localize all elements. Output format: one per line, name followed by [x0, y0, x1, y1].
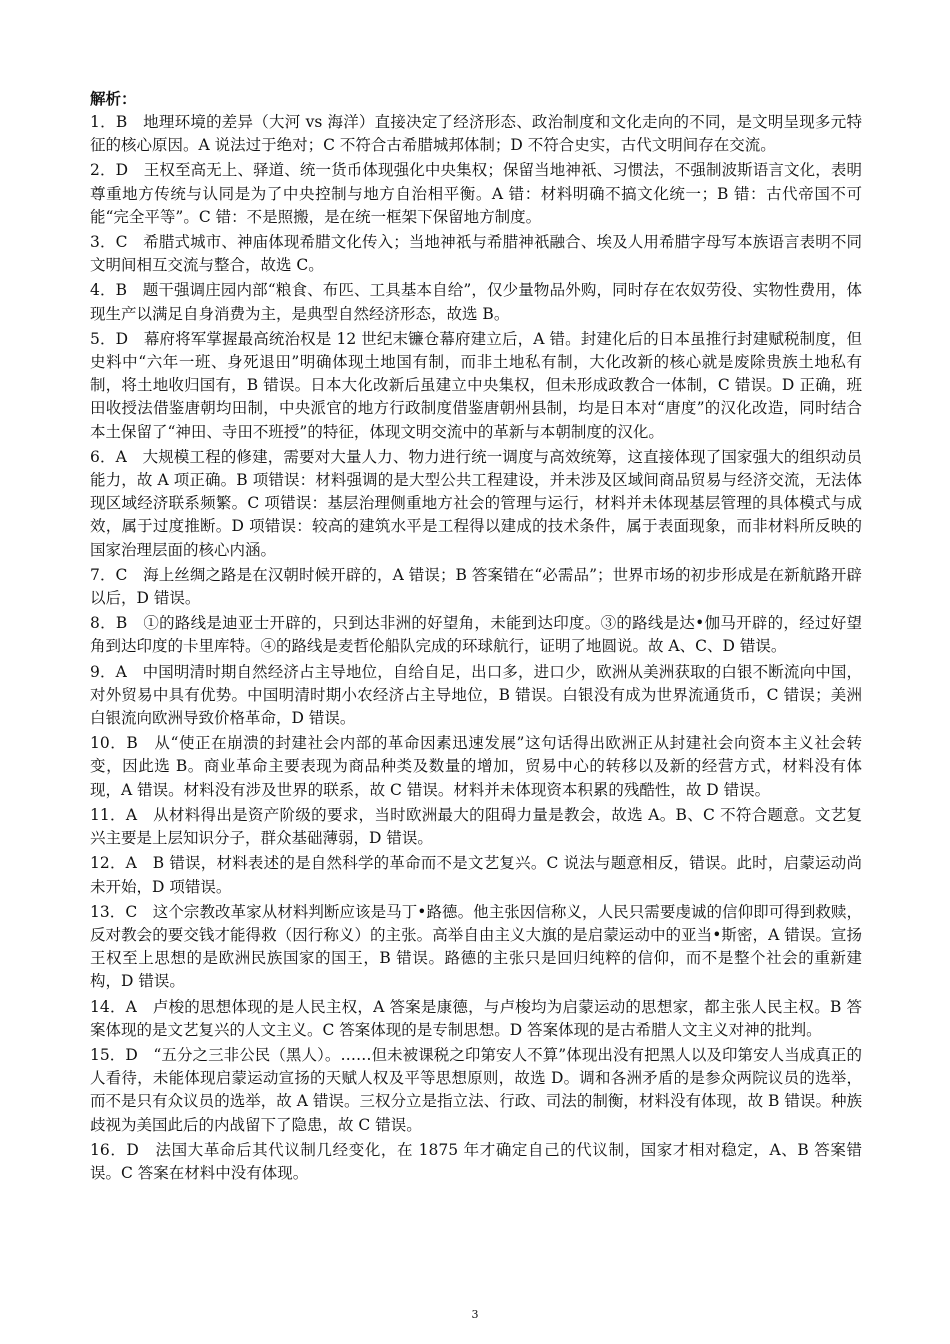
answer-item: 3．C 希腊式城市、神庙体现希腊文化传入；当地神祇与希腊神祇融合、埃及人用希腊字母写本族语言表明不同文明间相互交流与整合，故选 C。	[90, 233, 862, 275]
answer-item: 12．A B 错误，材料表述的是自然科学的革命而不是文艺复兴。C 说法与题意相反，错误。此时，启蒙运动尚未开始，D 项错误。	[90, 854, 862, 896]
answer-item: 14．A 卢梭的思想体现的是人民主权，A 答案是康德，与卢梭均为启蒙运动的思想家，都主张人民主权。B 答案体现的是文艺复兴的人文主义。C 答案体现的是专制思想。D 答案体现的是古希腊人文主义对神的批判。	[90, 997, 862, 1039]
answer-item: 5．D 幕府将军掌握最高统治权是 12 世纪末镰仓幕府建立后，A 错。封建化后的日本虽推行封建赋税制度，但史料中“六年一班、身死退田”明确体现土地国有制，而非土地私有制，大化改新的核心就是废除贵族土地私有制，将土地收归国有，B 错误。日本大化改新后虽建立中央集权，但未形成政教合一体制，C 错误。D 正确，班田收授法借鉴唐朝均田制，中央派官的地方行政制度借鉴唐朝州县制，均是日本对“唐度”的汉化改造，同时结合本土保留了“神田、寺田不班授”的特征，体现文明交流中的革新与本朝制度的汉化。	[90, 329, 862, 441]
answer-item: 1．B 地理环境的差异（大河 vs 海洋）直接决定了经济形态、政治制度和文化走向的不同，是文明呈现多元特征的核心原因。A 说法过于绝对；C 不符合古希腊城邦体制；D 不符合史实，古代文明间存在交流。	[90, 113, 862, 155]
answer-list	[90, 111, 862, 1185]
answer-item: 16．D 法国大革命后其代议制几经变化，在 1875 年才确定自己的代议制，国家才相对稳定，A、B 答案错误。C 答案在材料中没有体现。	[90, 1140, 862, 1182]
answer-item: 15．D “五分之三非公民（黑人）。……但未被课税之印第安人不算”体现出没有把黑人以及印第安人当成真正的人看待，未能体现启蒙运动宣扬的天赋人权及平等思想原则，故选 D。调和各洲矛盾的是参众两院议员的选举，而不是只有众议员的选举，故 A 错误。三权分立是指立法、行政、司法的制衡，材料没有体现，故 B 错误。种族歧视为美国此后的内战留下了隐患，故 C 错误。	[90, 1045, 862, 1134]
answer-item: 11．A 从材料得出是资产阶级的要求，当时欧洲最大的阻碍力量是教会，故选 A。B、C 不符合题意。文艺复兴主要是上层知识分子，群众基础薄弱，D 错误。	[90, 805, 862, 848]
answer-item: 7．C 海上丝绸之路是在汉朝时候开辟的，A 错误；B 答案错在“必需品”；世界市场的初步形成是在新航路开辟以后，D 错误。	[90, 565, 862, 608]
answer-item: 9．A 中国明清时期自然经济占主导地位，自给自足，出口多，进口少，欧洲从美洲获取的白银不断流向中国，对外贸易中具有优势。中国明清时期小农经济占主导地位，B 错误。白银没有成为世界流通货币，C 错误；美洲白银流向欧洲导致价格革命，D 错误。	[90, 662, 862, 728]
answer-item: 4．B 题干强调庄园内部“粮食、布匹、工具基本自给”，仅少量物品外购，同时存在农奴劳役、实物性费用，体现生产以满足自身消费为主，是典型自然经济形态，故选 B。	[90, 281, 862, 323]
answer-item: 13．C 这个宗教改革家从材料判断应该是马丁•路德。他主张因信称义，人民只需要虔诚的信仰即可得到救赎，反对教会的要交钱才能得救（因行称义）的主张。高举自由主义大旗的是启蒙运动中的亚当•斯密，A 错误。宣扬王权至上思想的是欧洲民族国家的国王，B 错误。路德的主张只是回归纯粹的信仰，而不是整个社会的重新建构，D 错误。	[90, 902, 862, 991]
answer-item: 10．B 从“使正在崩溃的封建社会内部的革命因素迅速发展”这句话得出欧洲正从封建社会向资本主义社会转变，因此选 B。商业革命主要表现为商品种类及数量的增加，贸易中心的转移以及新的经营方式，材料没有体现，A 错误。材料没有涉及世界的联系，故 C 错误。材料并未体现资本积累的残酷性，故 D 错误。	[90, 734, 862, 799]
answer-item: 2．D 王权至高无上、驿道、统一货币体现强化中央集权；保留当地神祇、习惯法，不强制波斯语言文化，表明尊重地方传统与认同是为了中央控制与地方自治相平衡。A 错：材料明确不搞文化统一；B 错：古代帝国不可能“完全平等”。C 错：不是照搬，是在统一框架下保留地方制度。	[90, 161, 862, 226]
answer-item: 8．B ①的路线是迪亚士开辟的，只到达非洲的好望角，未能到达印度。③的路线是达•伽马开辟的，经过好望角到达印度的卡里库特。④的路线是麦哲伦船队完成的环球航行，证明了地圆说。故 A、C、D 错误。	[90, 614, 862, 656]
document-body	[90, 86, 862, 1187]
page-number: 3	[471, 1308, 479, 1321]
section-heading: 解析：	[90, 89, 137, 108]
answer-item: 6．A 大规模工程的修建，需要对大量人力、物力进行统一调度与高效统筹，这直接体现了国家强大的组织动员能力，故 A 项正确。B 项错误：材料强调的是大型公共工程建设，并未涉及区域间商品贸易与经济交流，无法体现区域经济联系频繁。C 项错误：基层治理侧重地方社会的管理与运行，材料并未体现基层管理的具体模式与成效，属于过度推断。D 项错误：较高的建筑水平是工程得以建成的技术条件，属于表面现象，而非材料所反映的国家治理层面的核心内涵。	[90, 447, 862, 559]
